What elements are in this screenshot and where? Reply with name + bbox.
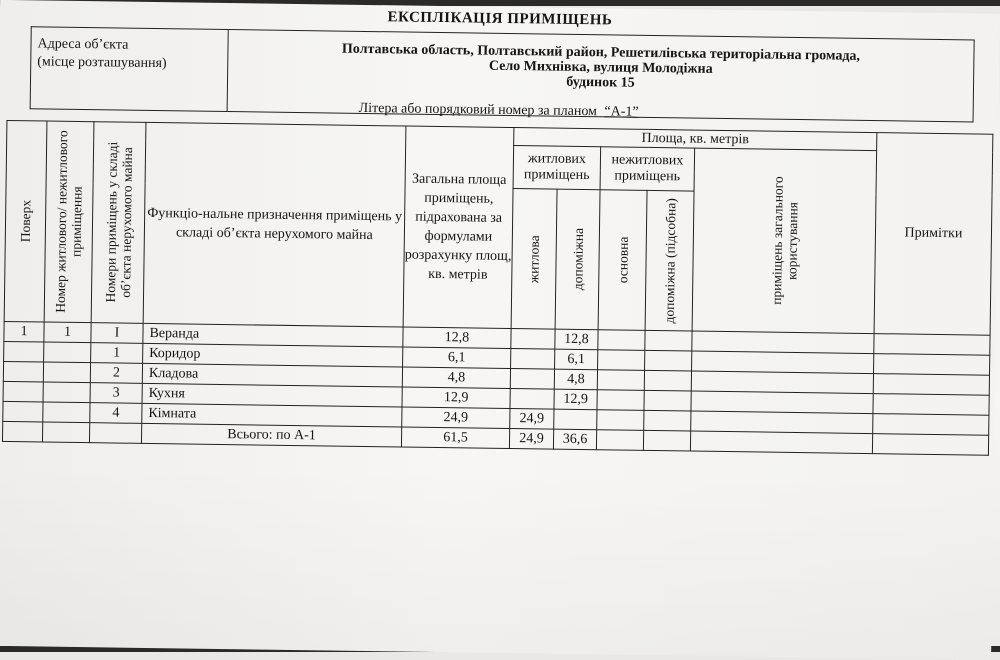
cell-main <box>598 350 645 371</box>
header-nonresidential: нежитлових приміщень <box>600 147 695 191</box>
cell-aux: 6,1 <box>555 349 598 370</box>
cell-total: 12,9 <box>402 387 510 409</box>
header-common: приміщень загального користування <box>692 148 877 334</box>
address-line2: Село Михнівка, вулиця Молодіжна <box>488 58 713 77</box>
cell-room: 3 <box>90 383 142 404</box>
totals-total: 61,5 <box>401 427 509 449</box>
cell-notes <box>872 434 988 456</box>
cell-name: Кладова <box>142 363 402 387</box>
cell-common <box>691 371 873 394</box>
header-residential: житлових приміщень <box>513 146 601 190</box>
cell-aux-basement <box>643 430 690 451</box>
cell-aux-basement <box>645 330 692 351</box>
header-auxiliary: допоміжна <box>555 189 600 330</box>
header-area-group: Площа, кв. метрів <box>514 128 877 151</box>
cell-room: 2 <box>90 363 142 384</box>
cell-main <box>597 410 644 431</box>
litera-code: “А-1” <box>604 104 639 120</box>
cell-room: 1 <box>91 343 143 364</box>
address-label <box>30 27 228 112</box>
cell-living <box>510 389 554 410</box>
cell-floor <box>4 341 44 362</box>
address-line1: Полтавська область, Полтавський район, Решетилівська територіальна громада, <box>341 41 861 64</box>
cell-living <box>510 369 554 390</box>
cell-total: 24,9 <box>402 407 510 429</box>
cell-main <box>598 330 645 351</box>
cell-main <box>597 390 644 411</box>
cell-common <box>692 331 874 354</box>
cell-notes <box>873 414 989 436</box>
cell-unit <box>43 382 90 403</box>
document-title: ЕКСПЛІКАЦІЯ ПРИМІЩЕНЬ <box>387 9 613 29</box>
totals-living: 24,9 <box>509 429 553 450</box>
header-total-area: Загальна площа приміщень, підрахована за формулами розрахунку площ, кв. метрів <box>403 126 514 328</box>
header-notes: Примітки <box>874 133 993 336</box>
cell-notes <box>874 334 990 356</box>
cell-main <box>597 370 644 391</box>
cell-total: 4,8 <box>402 367 510 389</box>
header-function: Функціо-нальне призначення приміщень у складі об’єкта нерухомого майна <box>143 122 406 327</box>
cell-room: I <box>91 323 143 344</box>
cell-unit <box>43 362 90 383</box>
header-living: житлова <box>511 189 557 330</box>
header-floor: Поверх <box>4 120 47 322</box>
cell-floor <box>3 381 43 402</box>
cell-room <box>89 423 141 444</box>
cell-common <box>692 351 874 374</box>
cell-unit: 1 <box>44 322 91 343</box>
address-line3: будинок 15 <box>566 74 635 91</box>
cell-aux: 4,8 <box>554 369 597 390</box>
cell-common <box>691 411 873 434</box>
totals-aux: 36,6 <box>553 429 596 450</box>
cell-common <box>690 431 872 454</box>
litera-label: Літера або порядковий номер за планом <box>358 100 598 120</box>
cell-name: Кімната <box>142 403 402 427</box>
cell-aux: 12,9 <box>554 389 597 410</box>
cell-floor: 1 <box>4 321 44 342</box>
explication-table <box>2 120 993 456</box>
address-label-line2: (місце розташування) <box>37 54 167 72</box>
cell-room: 4 <box>90 403 142 424</box>
cell-total: 12,8 <box>403 327 511 349</box>
cell-living: 24,9 <box>510 409 554 430</box>
cell-aux <box>554 409 597 430</box>
cell-notes <box>873 374 989 396</box>
cell-living <box>511 349 555 370</box>
cell-floor <box>3 401 43 422</box>
cell-notes <box>874 354 990 376</box>
totals-label: Всього: по А-1 <box>141 423 401 447</box>
paper-shadow <box>0 460 994 660</box>
cell-aux-basement <box>645 350 692 371</box>
cell-aux-basement <box>644 410 691 431</box>
cell-common <box>691 391 873 414</box>
cell-aux-basement <box>644 390 691 411</box>
header-main: основна <box>598 190 647 331</box>
cell-name: Веранда <box>143 323 403 347</box>
cell-name: Кухня <box>142 383 402 407</box>
litera-line <box>359 101 639 121</box>
cell-unit <box>44 342 91 363</box>
cell-aux: 12,8 <box>555 329 598 350</box>
cell-unit <box>43 402 90 423</box>
cell-name: Коридор <box>143 343 403 367</box>
cell-floor <box>2 421 42 442</box>
header-auxiliary-basement: допоміжна (підсобна) <box>645 190 694 331</box>
cell-main <box>596 430 643 451</box>
cell-notes <box>873 394 989 416</box>
cell-total: 6,1 <box>403 347 511 369</box>
header-room-number: Номери приміщень у складі об’єкта нерухомого майна <box>91 122 146 324</box>
cell-floor <box>3 361 43 382</box>
header-unit-number: Номер житлового/ нежитлового приміщення <box>44 121 94 323</box>
cell-unit <box>42 422 89 443</box>
cell-living <box>511 329 555 350</box>
address-label-line1: Адреса об’єкта <box>37 36 129 53</box>
cell-aux-basement <box>644 370 691 391</box>
